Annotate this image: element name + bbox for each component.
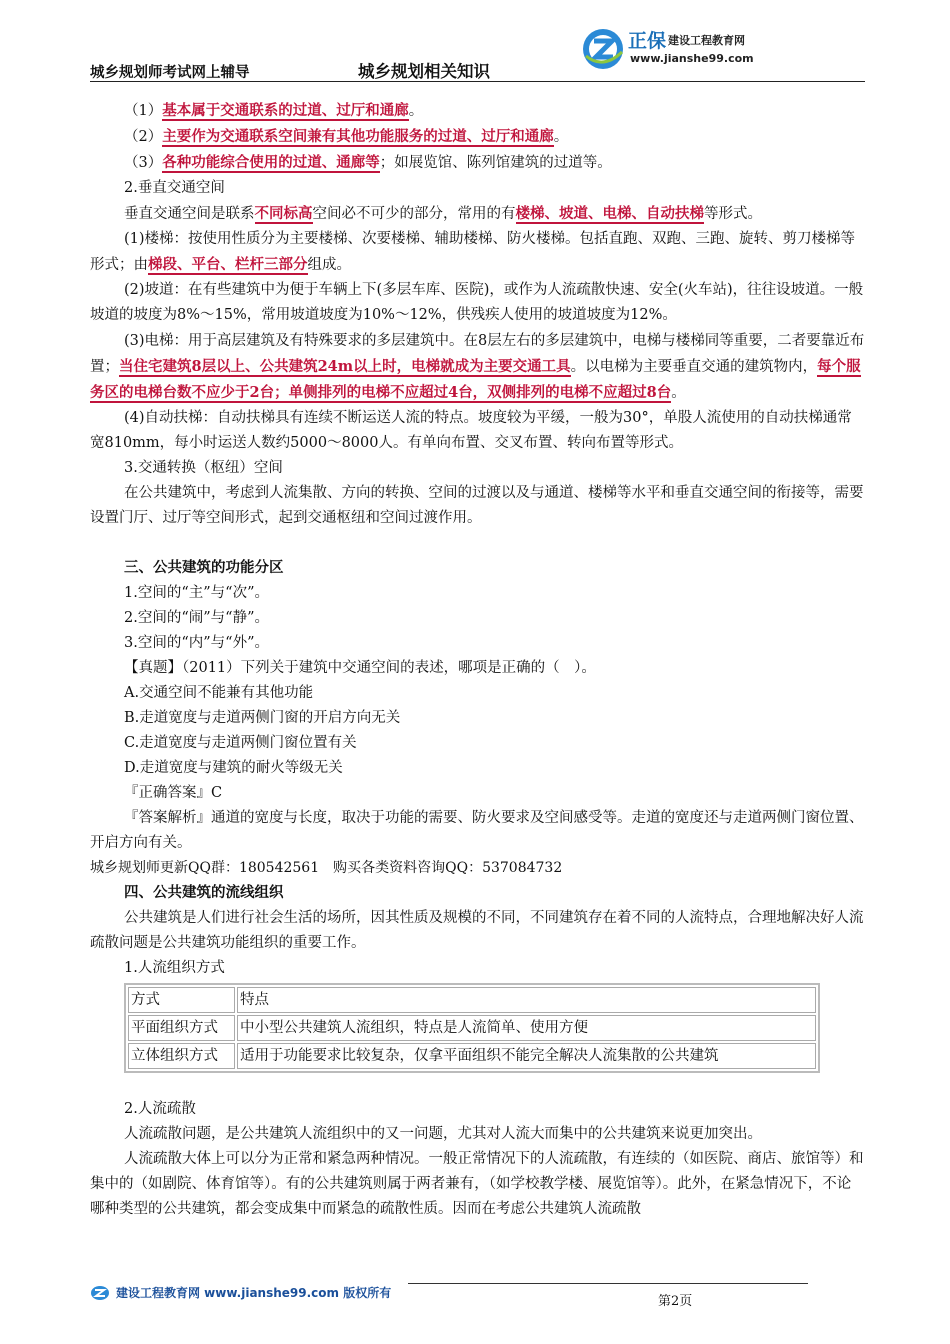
paragraph: (1)楼梯：按使用性质分为主要楼梯、次要楼梯、辅助楼梯、防火楼梯。包括直跑、双跑、三跑、旋转、剪刀楼梯等形式；由梯段、平台、栏杆三部分组成。 xyxy=(90,231,856,273)
site-logo[interactable] xyxy=(580,24,830,79)
option-d: D.走道宽度与建筑的耐火等级无关 xyxy=(124,760,343,776)
paragraph: (2)坡道：在有些建筑中为便于车辆上下(多层车库、医院)，或作为人流疏散快速、安全(火车站)，往往设坡道。一般坡道的坡度为8%～15%，常用坡道坡度为10%～12%，供残疾人使用的坡道坡度为12%。 xyxy=(90,282,864,323)
table-cell: 立体组织方式 xyxy=(128,1043,235,1069)
subsection-title: 2.人流疏散 xyxy=(124,1101,196,1117)
list-item: （3）各种功能综合使用的过道、通廊等；如展览馆、陈列馆建筑的过道等。 xyxy=(124,154,612,171)
table-cell: 平面组织方式 xyxy=(128,1015,235,1041)
logo-icon xyxy=(580,26,626,72)
table-header-cell: 方式 xyxy=(128,987,235,1013)
footer-copyright: 建设工程教育网 www.jianshe99.com 版权所有 xyxy=(116,1286,392,1300)
list-item: 1.空间的“主”与“次”。 xyxy=(124,585,269,601)
subsection-title: 2.垂直交通空间 xyxy=(124,180,225,196)
paragraph: 人流疏散问题，是公共建筑人流组织中的又一问题，尤其对人流大而集中的公共建筑来说更加突出。 xyxy=(124,1126,762,1142)
subsection-title: 1.人流组织方式 xyxy=(124,960,225,976)
table-header-cell: 特点 xyxy=(237,987,816,1013)
page-footer xyxy=(90,1283,865,1313)
table-cell: 适用于功能要求比较复杂，仅拿平面组织不能完全解决人流集散的公共建筑 xyxy=(237,1043,816,1069)
logo-brand: 正保 xyxy=(628,30,667,52)
subsection-title: 3.交通转换（枢纽）空间 xyxy=(124,460,283,476)
paragraph: 垂直交通空间是联系不同标高空间必不可少的部分，常用的有楼梯、坡道、电梯、自动扶梯等形式。 xyxy=(124,205,762,222)
document-body xyxy=(90,98,865,1222)
table-row xyxy=(128,987,816,1013)
table-row xyxy=(128,1015,816,1041)
paragraph: 公共建筑是人们进行社会生活的场所，因其性质及规模的不同，不同建筑存在着不同的人流特点，合理地解决好人流疏散问题是公共建筑功能组织的重要工作。 xyxy=(90,910,864,951)
footer-divider xyxy=(408,1283,808,1284)
option-b: B.走道宽度与走道两侧门窗的开启方向无关 xyxy=(124,710,401,726)
logo-url[interactable]: www.jianshe99.com xyxy=(630,52,754,65)
section-title: 四、公共建筑的流线组织 xyxy=(124,885,284,901)
table-row xyxy=(128,1043,816,1069)
question: 【真题】（2011）下列关于建筑中交通空间的表述，哪项是正确的（ ）。 xyxy=(124,660,596,676)
list-item: （1）基本属于交通联系的过道、过厅和通廊。 xyxy=(124,102,424,119)
page-header xyxy=(90,24,865,82)
section-title: 三、公共建筑的功能分区 xyxy=(124,560,284,576)
header-subject: 城乡规划相关知识 xyxy=(358,62,490,81)
flow-table xyxy=(124,983,820,1073)
qq-contact: 城乡规划师更新QQ群：180542561 购买各类资料咨询QQ：537084732 xyxy=(90,860,563,876)
explanation: 『答案解析』通道的宽度与长度，取决于功能的需要、防火要求及空间感受等。走道的宽度还与走道两侧门窗位置、开启方向有关。 xyxy=(90,810,864,851)
paragraph: 人流疏散大体上可以分为正常和紧急两种情况。一般正常情况下的人流疏散，有连续的（如医院、商店、旅馆等）和集中的（如剧院、体育馆等）。有的公共建筑则属于两者兼有，（如学校教学楼、展览馆等）。此外，在紧急情况下，不论哪种类型的公共建筑，都会变成集中而紧急的疏散性质。因而在考虑公共建筑人流疏散 xyxy=(90,1151,864,1217)
paragraph: 在公共建筑中，考虑到人流集散、方向的转换、空间的过渡以及与通道、楼梯等水平和垂直交通空间的衔接等，需要设置门厅、过厅等空间形式，起到交通枢纽和空间过渡作用。 xyxy=(90,485,864,526)
list-item: 2.空间的“闹”与“静”。 xyxy=(124,610,269,626)
answer: 『正确答案』C xyxy=(124,785,223,801)
header-divider xyxy=(90,81,865,82)
table-cell: 中小型公共建筑人流组织，特点是人流简单、使用方便 xyxy=(237,1015,816,1041)
header-course: 城乡规划师考试网上辅导 xyxy=(90,65,250,81)
list-item: （2）主要作为交通联系空间兼有其他功能服务的过道、过厅和通廊。 xyxy=(124,128,569,145)
logo-name: 建设工程教育网 xyxy=(668,34,745,47)
footer-logo-icon xyxy=(90,1285,110,1301)
page-number: 第2页 xyxy=(658,1294,693,1309)
option-a: A.交通空间不能兼有其他功能 xyxy=(124,685,314,701)
option-c: C.走道宽度与走道两侧门窗位置有关 xyxy=(124,735,357,751)
paragraph: (4)自动扶梯：自动扶梯具有连续不断运送人流的特点。坡度较为平缓，一般为30°，单股人流使用的自动扶梯通常宽810mm，每小时运送人数约5000～8000人。有单向布置、交叉布置、转向布置等形式。 xyxy=(90,410,852,451)
list-item: 3.空间的“内”与“外”。 xyxy=(124,635,269,651)
paragraph: (3)电梯：用于高层建筑及有特殊要求的多层建筑中。在8层左右的多层建筑中，电梯与楼梯同等重要，二者要靠近布置；当住宅建筑8层以上、公共建筑24m以上时，电梯就成为主要交通工具。以电梯为主要垂直交通的建筑物内，每个服务区的电梯台数不应少于2台；单侧排列的电梯不应超过4台，双侧排列的电梯不应超过8台。 xyxy=(90,333,865,401)
